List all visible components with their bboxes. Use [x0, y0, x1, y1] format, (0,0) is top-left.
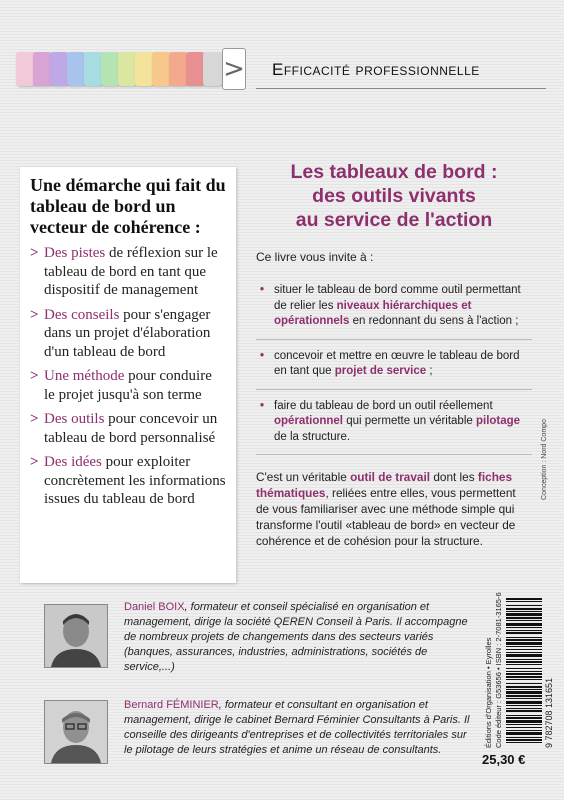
- author-text-feminier: , formateur et consultant en organisation et management, dirige le cabinet Bernard Féminier Consultants à Paris. Il conseille des dirigeants d'entreprises et de collectivités territoriales sur le pilotage de leurs stratégies et anime un réseau de consultants.: [124, 699, 470, 756]
- approach-item-text: pour conduire le projet jusqu'à son terme: [44, 368, 212, 403]
- main-content: [256, 160, 532, 549]
- approach-item-highlight: Des idées: [44, 454, 102, 470]
- closing-paragraph: [256, 469, 532, 549]
- closing-highlight-2: fiches thématiques: [256, 470, 513, 500]
- closing-c: , reliées entre elles, vous permettent de vous familiariser avec une méthode simple qui transforme l'outil «tableau de bord» en vecteur de cohérence et de cohésion pour la structure.: [256, 486, 516, 548]
- bullet-1: [256, 274, 532, 340]
- publisher-codes: Code éditeur : G53656 • ISBN : 2-7081-3165-6: [494, 592, 503, 748]
- closing-a: C'est un véritable: [256, 470, 351, 484]
- barcode-icon: [506, 598, 542, 748]
- approach-item-highlight: Des pistes: [44, 245, 106, 261]
- bullet-1-text-b: en redonnant du sens à l'action ;: [349, 315, 519, 327]
- chevron-right-icon: >: [222, 48, 246, 90]
- approach-item: [30, 306, 226, 362]
- series-divider: [256, 88, 546, 89]
- tagline-line-3: au service de l'action: [295, 209, 493, 231]
- tagline-line-2: des outils vivants: [312, 185, 476, 207]
- color-tabs: [16, 52, 246, 88]
- approach-box: [20, 167, 236, 583]
- approach-item: [30, 244, 226, 300]
- publisher-imprint: Éditions d'Organisation • Eyrolles: [484, 637, 493, 748]
- tagline-line-1: Les tableaux de bord :: [290, 161, 498, 183]
- chevron-right-icon: >: [30, 411, 39, 427]
- design-credit: Conception : Nord Compo: [541, 419, 548, 500]
- approach-item-text: pour exploiter concrètement les informations issues du tableau de bord: [44, 454, 226, 507]
- approach-item-text: de réflexion sur le tableau de bord en tant que dispositif de management: [44, 245, 218, 298]
- closing-b: dont les: [430, 470, 478, 484]
- bullet-3-text-b: qui permette un véritable: [343, 415, 476, 427]
- approach-item: [30, 453, 226, 509]
- book-tagline: [256, 160, 532, 232]
- bullet-2: [256, 340, 532, 390]
- approach-item: [30, 367, 226, 404]
- author-bio-boix: [124, 600, 476, 675]
- approach-heading: Une démarche qui fait du tableau de bord un vecteur de cohérence :: [30, 175, 226, 237]
- bullet-1-text-a: situer le tableau de bord comme outil permettant de relier les: [274, 284, 521, 312]
- bullet-3-highlight-2: pilotage: [475, 415, 521, 427]
- bullet-1-highlight: niveaux hiérarchiques et opérationnels: [274, 299, 472, 327]
- approach-item-highlight: Des outils: [44, 411, 105, 427]
- approach-item-text: pour s'engager dans un projet d'élaboration d'un tableau de bord: [44, 306, 211, 360]
- author-photo-boix: [44, 604, 108, 668]
- intro-text: Ce livre vous invite à :: [256, 250, 374, 264]
- chevron-right-icon: >: [30, 245, 39, 261]
- author-name-feminier: Bernard FÉMINIER: [124, 699, 219, 711]
- author-photo-feminier: [44, 700, 108, 764]
- bullet-dot-icon: •: [260, 399, 265, 412]
- bullet-3: [256, 390, 532, 456]
- author-name-boix: Daniel BOIX: [124, 601, 185, 613]
- approach-item-highlight: Une méthode: [44, 368, 125, 384]
- bullet-dot-icon: •: [260, 284, 265, 296]
- series-title: Efficacité professionnelle: [272, 60, 480, 79]
- author-text-boix: , formateur et conseil spécialisé en organisation et management, dirige la société QEREN Conseil à Paris. Il accompagne de nombreux projets de changements dans des secteurs variés (banques, assurances, industries, administrations, sociétés de service,...): [124, 601, 468, 673]
- chevron-right-icon: >: [30, 454, 39, 470]
- bullet-3-highlight: opérationnel: [274, 415, 344, 427]
- bullet-2-text-b: ;: [426, 365, 433, 377]
- approach-item-highlight: Des conseils: [44, 306, 120, 323]
- chevron-right-icon: >: [30, 306, 39, 323]
- closing-highlight-1: outil de travail: [350, 470, 431, 484]
- price: 25,30 €: [482, 752, 526, 767]
- bullet-2-text-a: concevoir et mettre en œuvre le tableau de bord en tant que: [274, 349, 520, 377]
- approach-item: [30, 410, 226, 447]
- bullet-2-highlight: projet de service: [334, 365, 427, 377]
- bullet-3-text-a: faire du tableau de bord un outil réellement: [274, 399, 493, 412]
- isbn-digits: 9 782708 131651: [544, 677, 554, 748]
- chevron-right-icon: >: [30, 368, 39, 384]
- author-bio-feminier: [124, 698, 476, 758]
- bullet-dot-icon: •: [260, 349, 265, 362]
- approach-item-text: pour concevoir un tableau de bord personnalisé: [44, 411, 218, 446]
- bullet-3-text-c: de la structure.: [274, 430, 351, 443]
